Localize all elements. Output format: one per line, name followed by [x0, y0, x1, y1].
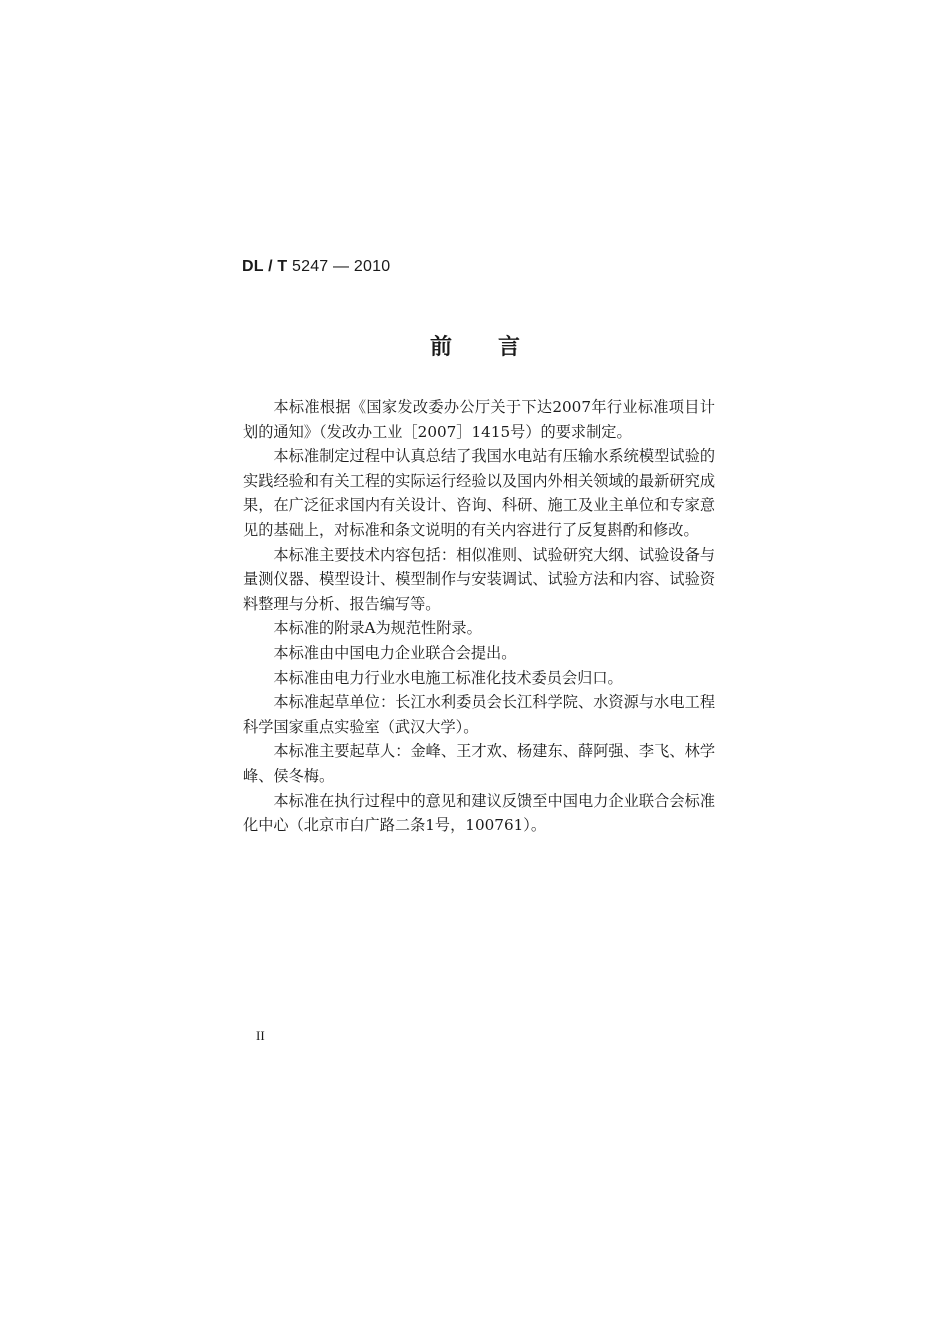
paragraph-committee: 本标准由电力行业水电施工标准化技术委员会归口。 [273, 668, 623, 687]
standard-prefix: DL / T [242, 258, 288, 275]
paragraph-appendix: 本标准的附录A为规范性附录。 [273, 619, 482, 638]
paragraph-drafting-units: 本标准起草单位：长江水利委员会长江科学院、水资源与水电工程科学国家重点实验室（武汉大学）。 [243, 693, 715, 736]
page-title: 前言 [429, 335, 566, 360]
paragraph-content: 本标准主要技术内容包括：相似准则、试验研究大纲、试验设备与量测仪器、模型设计、模型制作与安装调试、试验方法和内容、试验资料整理与分析、报告编写等。 [243, 545, 715, 613]
standard-number: 5247 — 2010 [292, 258, 391, 275]
paragraph-basis: 本标准根据《国家发改委办公厅关于下达2007年行业标准项目计划的通知》（发改办工业［2007］1415号）的要求制定。 [243, 398, 715, 441]
standard-code [242, 258, 390, 276]
page-number: II [256, 1028, 265, 1043]
preface-body [243, 395, 715, 838]
paragraph-drafters: 本标准主要起草人：金峰、王才欢、杨建东、薛阿强、李飞、林学峰、侯冬梅。 [243, 742, 715, 785]
paragraph-process: 本标准制定过程中认真总结了我国水电站有压输水系统模型试验的实践经验和有关工程的实际运行经验以及国内外相关领域的最新研究成果，在广泛征求国内有关设计、咨询、科研、施工及业主单位和专家意见的基础上，对标准和条文说明的有关内容进行了反复斟酌和修改。 [243, 447, 715, 539]
paragraph-proposer: 本标准由中国电力企业联合会提出。 [273, 643, 517, 662]
paragraph-feedback: 本标准在执行过程中的意见和建议反馈至中国电力企业联合会标准化中心（北京市白广路二条1号，100761）。 [243, 791, 715, 835]
